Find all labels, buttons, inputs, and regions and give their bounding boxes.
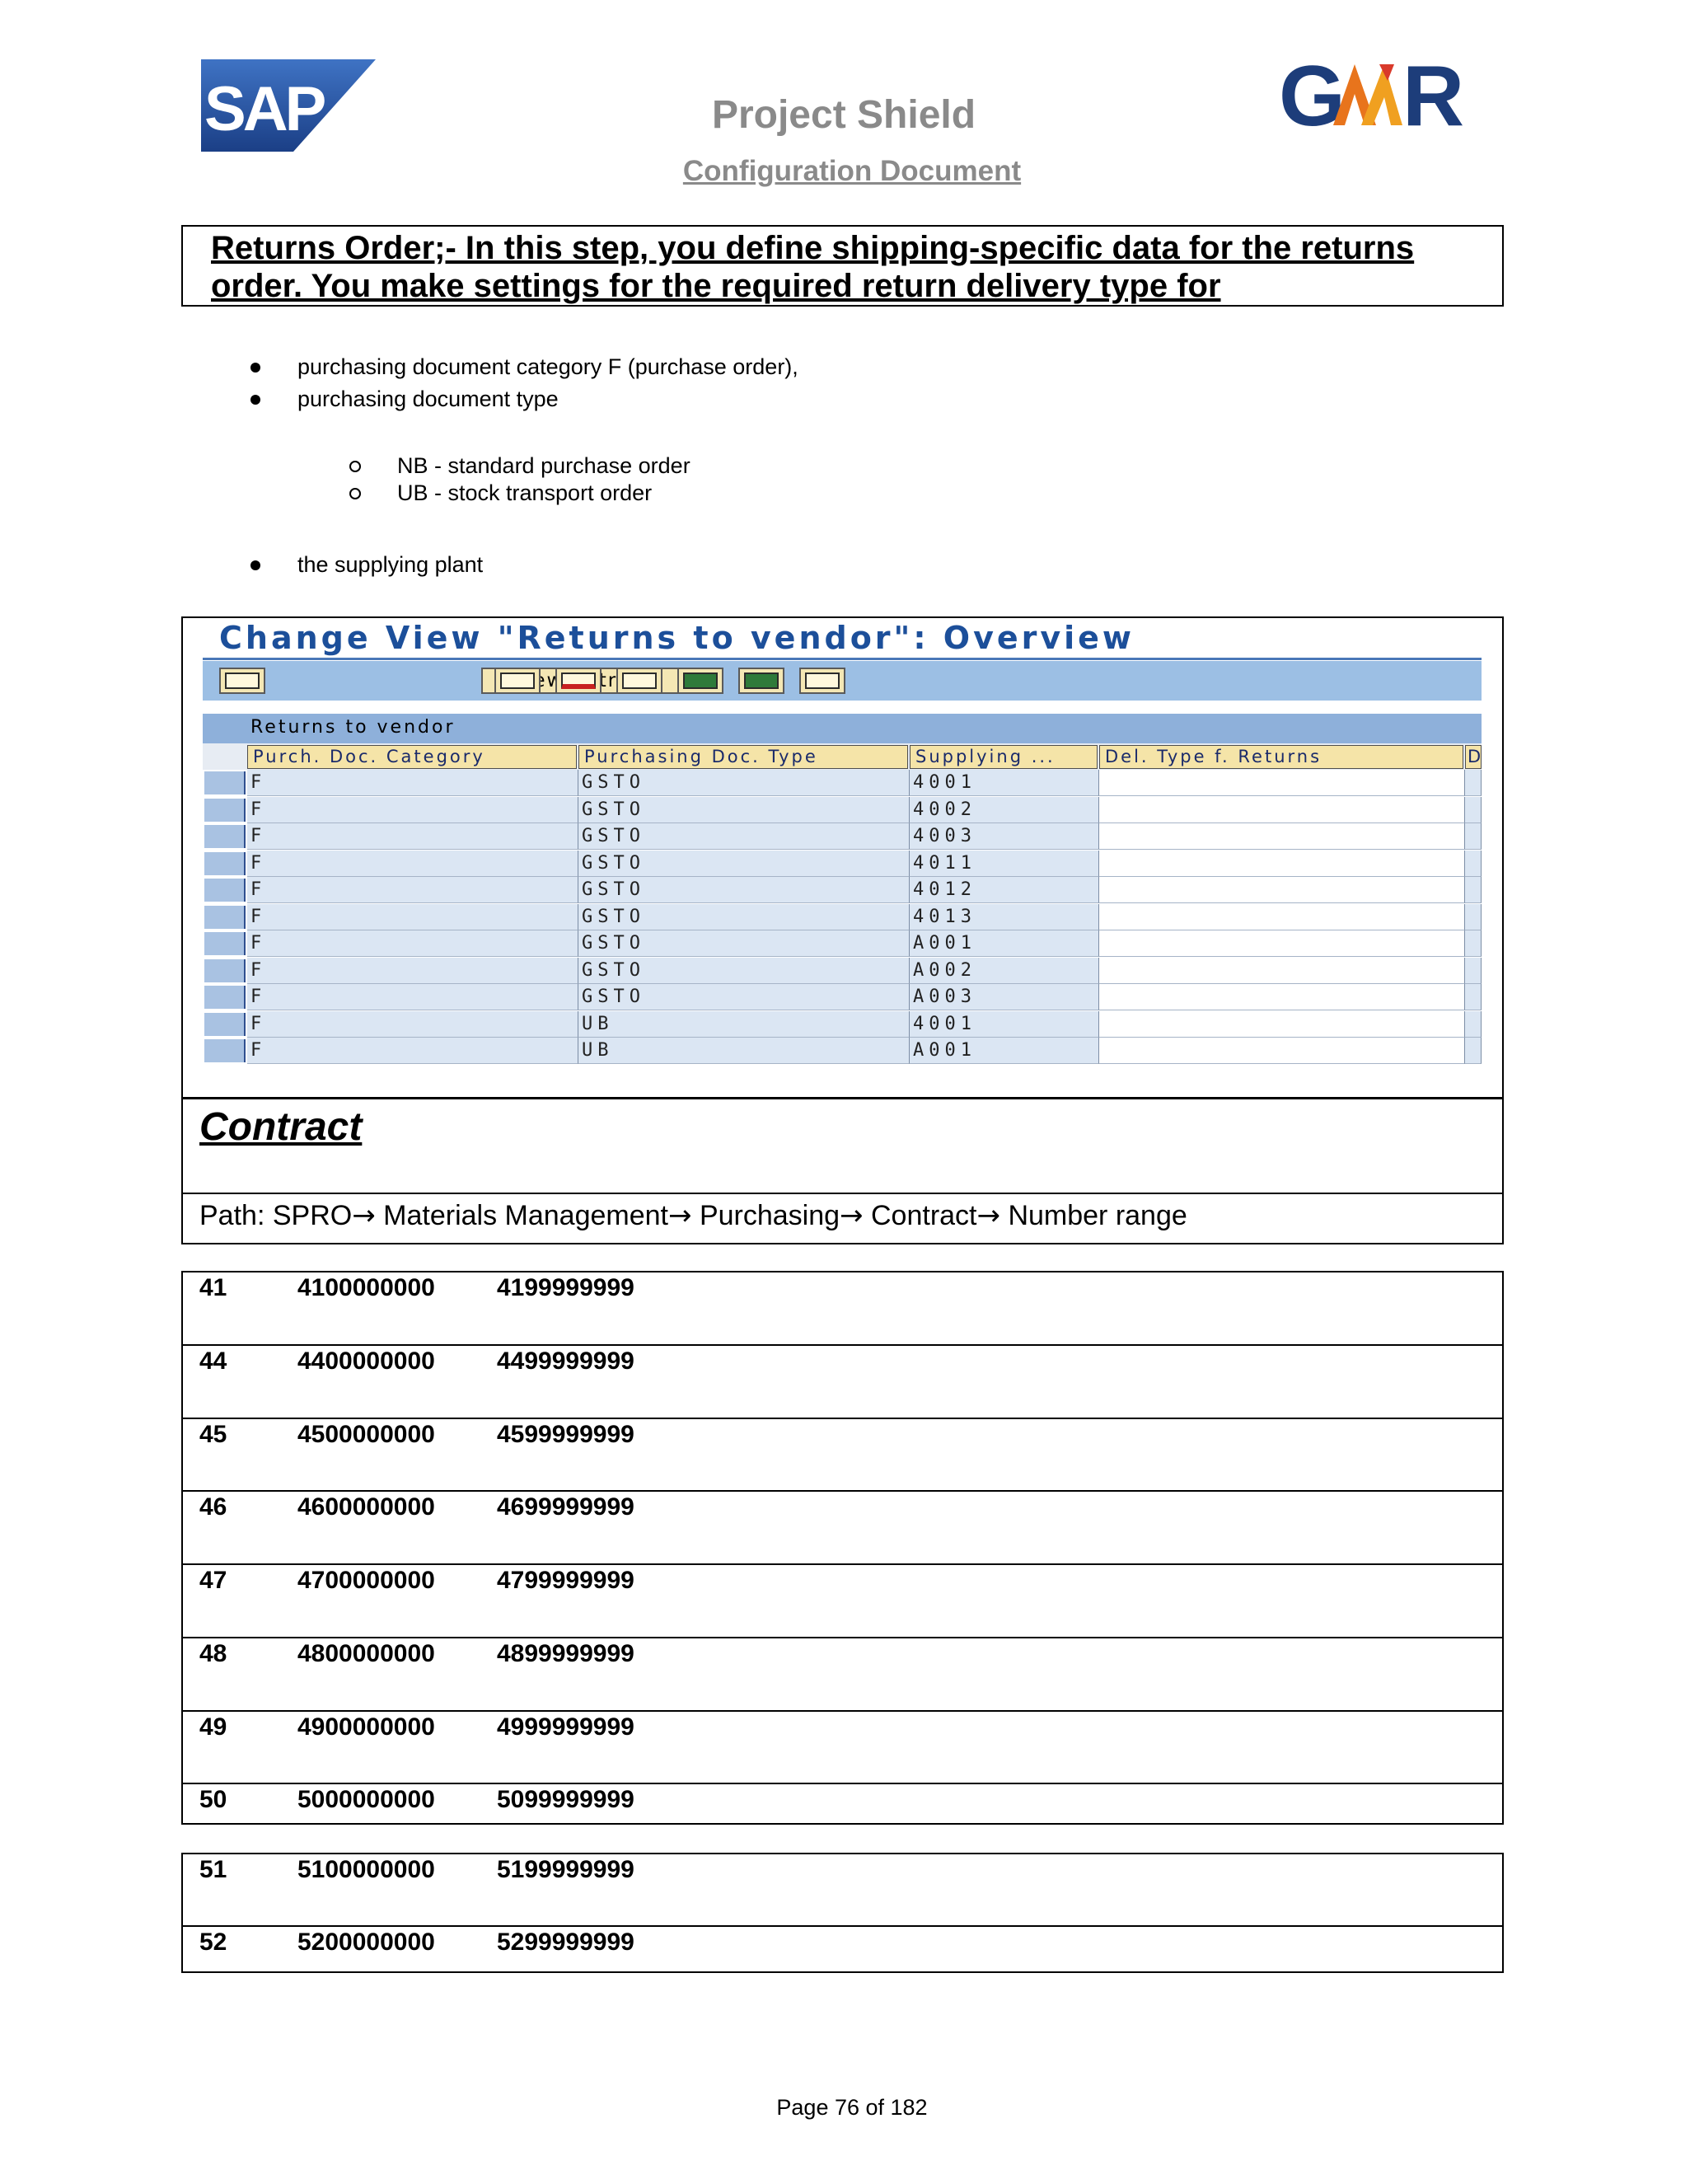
cell-truncated[interactable] (1465, 1011, 1482, 1038)
bullet-dot (250, 560, 260, 570)
column-header-supplying-plant[interactable]: Supplying ... (910, 745, 1098, 769)
cell-purchasing-doc-type[interactable]: GSTO (578, 770, 910, 796)
cell-purch-doc-category[interactable]: F (247, 823, 578, 850)
path-step: Purchasing (699, 1200, 840, 1231)
sub-bullet-text: NB - standard purchase order (397, 453, 690, 478)
number-range-row (183, 1638, 1502, 1712)
cell-supplying-plant[interactable]: A002 (910, 958, 1099, 984)
row-selector[interactable] (204, 1013, 246, 1036)
number-range-row (183, 1927, 1502, 1999)
cell-purch-doc-category[interactable]: F (247, 877, 578, 903)
cell-purch-doc-category[interactable]: F (247, 930, 578, 957)
cell-purch-doc-category[interactable]: F (247, 904, 578, 930)
range-to: 5299999999 (497, 1929, 634, 1956)
cell-truncated[interactable] (1465, 770, 1482, 796)
range-number: 48 (199, 1639, 227, 1667)
page-number: Page 76 of 182 (776, 2095, 928, 2120)
row-selector[interactable] (204, 906, 246, 929)
cell-supplying-plant[interactable]: 4003 (910, 823, 1099, 850)
cell-del-type-returns[interactable] (1099, 823, 1465, 850)
cell-truncated[interactable] (1465, 1038, 1482, 1064)
number-range-row (183, 1565, 1502, 1638)
grid-row[interactable] (203, 904, 1482, 930)
row-selector[interactable] (204, 959, 246, 982)
path-step: Materials Management (383, 1200, 668, 1231)
range-to: 4999999999 (497, 1713, 634, 1741)
grid-row[interactable] (203, 930, 1482, 957)
cell-truncated[interactable] (1465, 958, 1482, 984)
grid-row[interactable] (203, 1038, 1482, 1064)
cell-purch-doc-category[interactable]: F (247, 984, 578, 1010)
cell-truncated[interactable] (1465, 930, 1482, 957)
row-selector[interactable] (204, 932, 246, 955)
range-number: 50 (199, 1786, 227, 1814)
range-from: 5100000000 (297, 1856, 435, 1883)
svg-text:SAP: SAP (204, 74, 324, 144)
cell-del-type-returns[interactable] (1099, 877, 1465, 903)
arrow-right-icon: → (667, 1199, 692, 1232)
number-range-table (181, 1271, 1504, 1825)
row-selector[interactable] (204, 1039, 246, 1062)
cell-truncated[interactable] (1465, 797, 1482, 823)
contract-divider (181, 1193, 1504, 1194)
bullet-text: the supplying plant (297, 552, 484, 577)
cell-purchasing-doc-type[interactable]: GSTO (578, 930, 910, 957)
cell-supplying-plant[interactable]: 4001 (910, 770, 1099, 796)
grid-row[interactable] (203, 1011, 1482, 1038)
bullet-dot (250, 363, 260, 373)
range-to: 4199999999 (497, 1274, 634, 1301)
grid-row[interactable] (203, 984, 1482, 1010)
row-selector[interactable] (204, 852, 246, 875)
cell-purchasing-doc-type[interactable]: GSTO (578, 823, 910, 850)
cell-del-type-returns[interactable] (1099, 851, 1465, 877)
cell-truncated[interactable] (1465, 984, 1482, 1010)
arrow-right-icon: → (976, 1199, 1000, 1232)
range-number: 46 (199, 1493, 227, 1521)
grid-row[interactable] (203, 797, 1482, 823)
cell-supplying-plant[interactable]: A001 (910, 1038, 1099, 1064)
contract-heading: Contract (199, 1105, 363, 1149)
path-step: Contract (871, 1200, 977, 1231)
bullet-text: purchasing document type (297, 387, 559, 411)
cell-del-type-returns[interactable] (1099, 1011, 1465, 1038)
cell-del-type-returns[interactable] (1099, 770, 1465, 796)
cell-purchasing-doc-type[interactable]: UB (578, 1038, 910, 1064)
select-block-icon[interactable] (738, 668, 784, 694)
number-range-row (183, 1854, 1502, 1927)
cell-del-type-returns[interactable] (1099, 930, 1465, 957)
title-underline (203, 658, 1482, 660)
delete-icon[interactable] (555, 668, 602, 694)
arrow-right-icon: → (352, 1199, 376, 1232)
new-entries-button[interactable]: New Entries (481, 668, 686, 694)
range-to: 4899999999 (497, 1639, 634, 1667)
cell-purchasing-doc-type[interactable]: GSTO (578, 851, 910, 877)
number-range-row (183, 1346, 1502, 1419)
cell-supplying-plant[interactable]: 4011 (910, 851, 1099, 877)
grid-row[interactable] (203, 823, 1482, 850)
range-to: 4699999999 (497, 1493, 634, 1521)
cell-truncated[interactable] (1465, 823, 1482, 850)
grid-row[interactable] (203, 958, 1482, 984)
cell-del-type-returns[interactable] (1099, 904, 1465, 930)
grid-row[interactable] (203, 851, 1482, 877)
select-all-icon[interactable] (677, 668, 723, 694)
row-selector[interactable] (204, 879, 246, 902)
cell-purchasing-doc-type[interactable]: GSTO (578, 904, 910, 930)
row-selector[interactable] (204, 825, 246, 848)
column-header-purch-doc-category[interactable]: Purch. Doc. Category (247, 745, 577, 769)
range-to: 5099999999 (497, 1786, 634, 1814)
bullet-text: purchasing document category F (purchase order), (297, 354, 798, 379)
number-range-row (183, 1492, 1502, 1565)
sap-toolbar (203, 661, 1482, 701)
cell-truncated[interactable] (1465, 877, 1482, 903)
cell-supplying-plant[interactable]: 4001 (910, 1011, 1099, 1038)
document-subtitle: Configuration Document (682, 155, 1022, 187)
cell-truncated[interactable] (1465, 904, 1482, 930)
range-number: 49 (199, 1713, 227, 1741)
cell-supplying-plant[interactable]: A003 (910, 984, 1099, 1010)
number-range-row (183, 1272, 1502, 1346)
range-from: 4400000000 (297, 1347, 435, 1375)
number-range-row (183, 1784, 1502, 1858)
number-range-row (183, 1419, 1502, 1493)
range-number: 51 (199, 1856, 227, 1883)
cell-purchasing-doc-type[interactable]: GSTO (578, 958, 910, 984)
undo-icon[interactable] (616, 668, 662, 694)
sub-bullet-text: UB - stock transport order (397, 480, 653, 505)
column-header-truncated[interactable]: D (1465, 745, 1482, 769)
cell-del-type-returns[interactable] (1099, 797, 1465, 823)
number-range-table (181, 1853, 1504, 1973)
cell-purch-doc-category[interactable]: F (247, 1011, 578, 1038)
change-icon[interactable] (219, 668, 265, 694)
cell-purch-doc-category[interactable]: F (247, 770, 578, 796)
range-from: 4700000000 (297, 1567, 435, 1594)
range-number: 47 (199, 1567, 227, 1594)
column-header-del-type-returns[interactable]: Del. Type f. Returns (1099, 745, 1463, 769)
range-number: 44 (199, 1347, 227, 1375)
sap-screen-title: Change View "Returns to vendor": Overview (219, 620, 1135, 656)
row-selector[interactable] (204, 771, 246, 794)
column-header-purchasing-doc-type[interactable]: Purchasing Doc. Type (578, 745, 908, 769)
row-selector[interactable] (204, 799, 246, 822)
cell-del-type-returns[interactable] (1099, 1038, 1465, 1064)
cell-del-type-returns[interactable] (1099, 958, 1465, 984)
cell-purchasing-doc-type[interactable]: GSTO (578, 797, 910, 823)
grid-row[interactable] (203, 877, 1482, 903)
cell-purchasing-doc-type[interactable]: GSTO (578, 877, 910, 903)
copy-icon[interactable] (494, 668, 541, 694)
row-selector[interactable] (204, 986, 246, 1009)
number-range-row (183, 1712, 1502, 1785)
arrow-right-icon: → (840, 1199, 864, 1232)
cell-purchasing-doc-type[interactable]: UB (578, 1011, 910, 1038)
document-title: Project Shield (711, 93, 976, 137)
range-from: 4500000000 (297, 1420, 435, 1448)
sub-bullet-circle (349, 461, 361, 472)
range-number: 45 (199, 1420, 227, 1448)
range-from: 4600000000 (297, 1493, 435, 1521)
range-to: 4799999999 (497, 1567, 634, 1594)
range-from: 5200000000 (297, 1929, 435, 1956)
path-prefix: Path: SPRO (199, 1200, 353, 1231)
svg-text:G: G (1279, 49, 1341, 144)
cell-purchasing-doc-type[interactable]: GSTO (578, 984, 910, 1010)
cell-truncated[interactable] (1465, 851, 1482, 877)
range-from: 4800000000 (297, 1639, 435, 1667)
cell-purch-doc-category[interactable]: F (247, 1038, 578, 1064)
range-to: 4599999999 (497, 1420, 634, 1448)
bullet-dot (250, 395, 260, 405)
range-to: 5199999999 (497, 1856, 634, 1883)
range-from: 4100000000 (297, 1274, 435, 1301)
cell-supplying-plant[interactable]: 4002 (910, 797, 1099, 823)
returns-order-heading: Returns Order;- In this step, you define shipping-specific data for the returns order. You make settings for the required return delivery type for (211, 230, 1415, 304)
cell-del-type-returns[interactable] (1099, 984, 1465, 1010)
svg-text:R: R (1402, 49, 1460, 144)
deselect-all-icon[interactable] (799, 668, 845, 694)
range-number: 41 (199, 1274, 227, 1301)
sub-bullet-circle (349, 488, 361, 499)
cell-purch-doc-category[interactable]: F (247, 958, 578, 984)
cell-supplying-plant[interactable]: 4013 (910, 904, 1099, 930)
cell-supplying-plant[interactable]: 4012 (910, 877, 1099, 903)
cell-purch-doc-category[interactable]: F (247, 851, 578, 877)
range-from: 5000000000 (297, 1786, 435, 1814)
range-number: 52 (199, 1929, 227, 1956)
range-to: 4499999999 (497, 1347, 634, 1375)
range-from: 4900000000 (297, 1713, 435, 1741)
grid-caption: Returns to vendor (250, 717, 456, 738)
grid-row[interactable] (203, 770, 1482, 796)
cell-supplying-plant[interactable]: A001 (910, 930, 1099, 957)
cell-purch-doc-category[interactable]: F (247, 797, 578, 823)
menu-path (199, 1199, 1187, 1232)
path-step: Number range (1008, 1200, 1187, 1231)
